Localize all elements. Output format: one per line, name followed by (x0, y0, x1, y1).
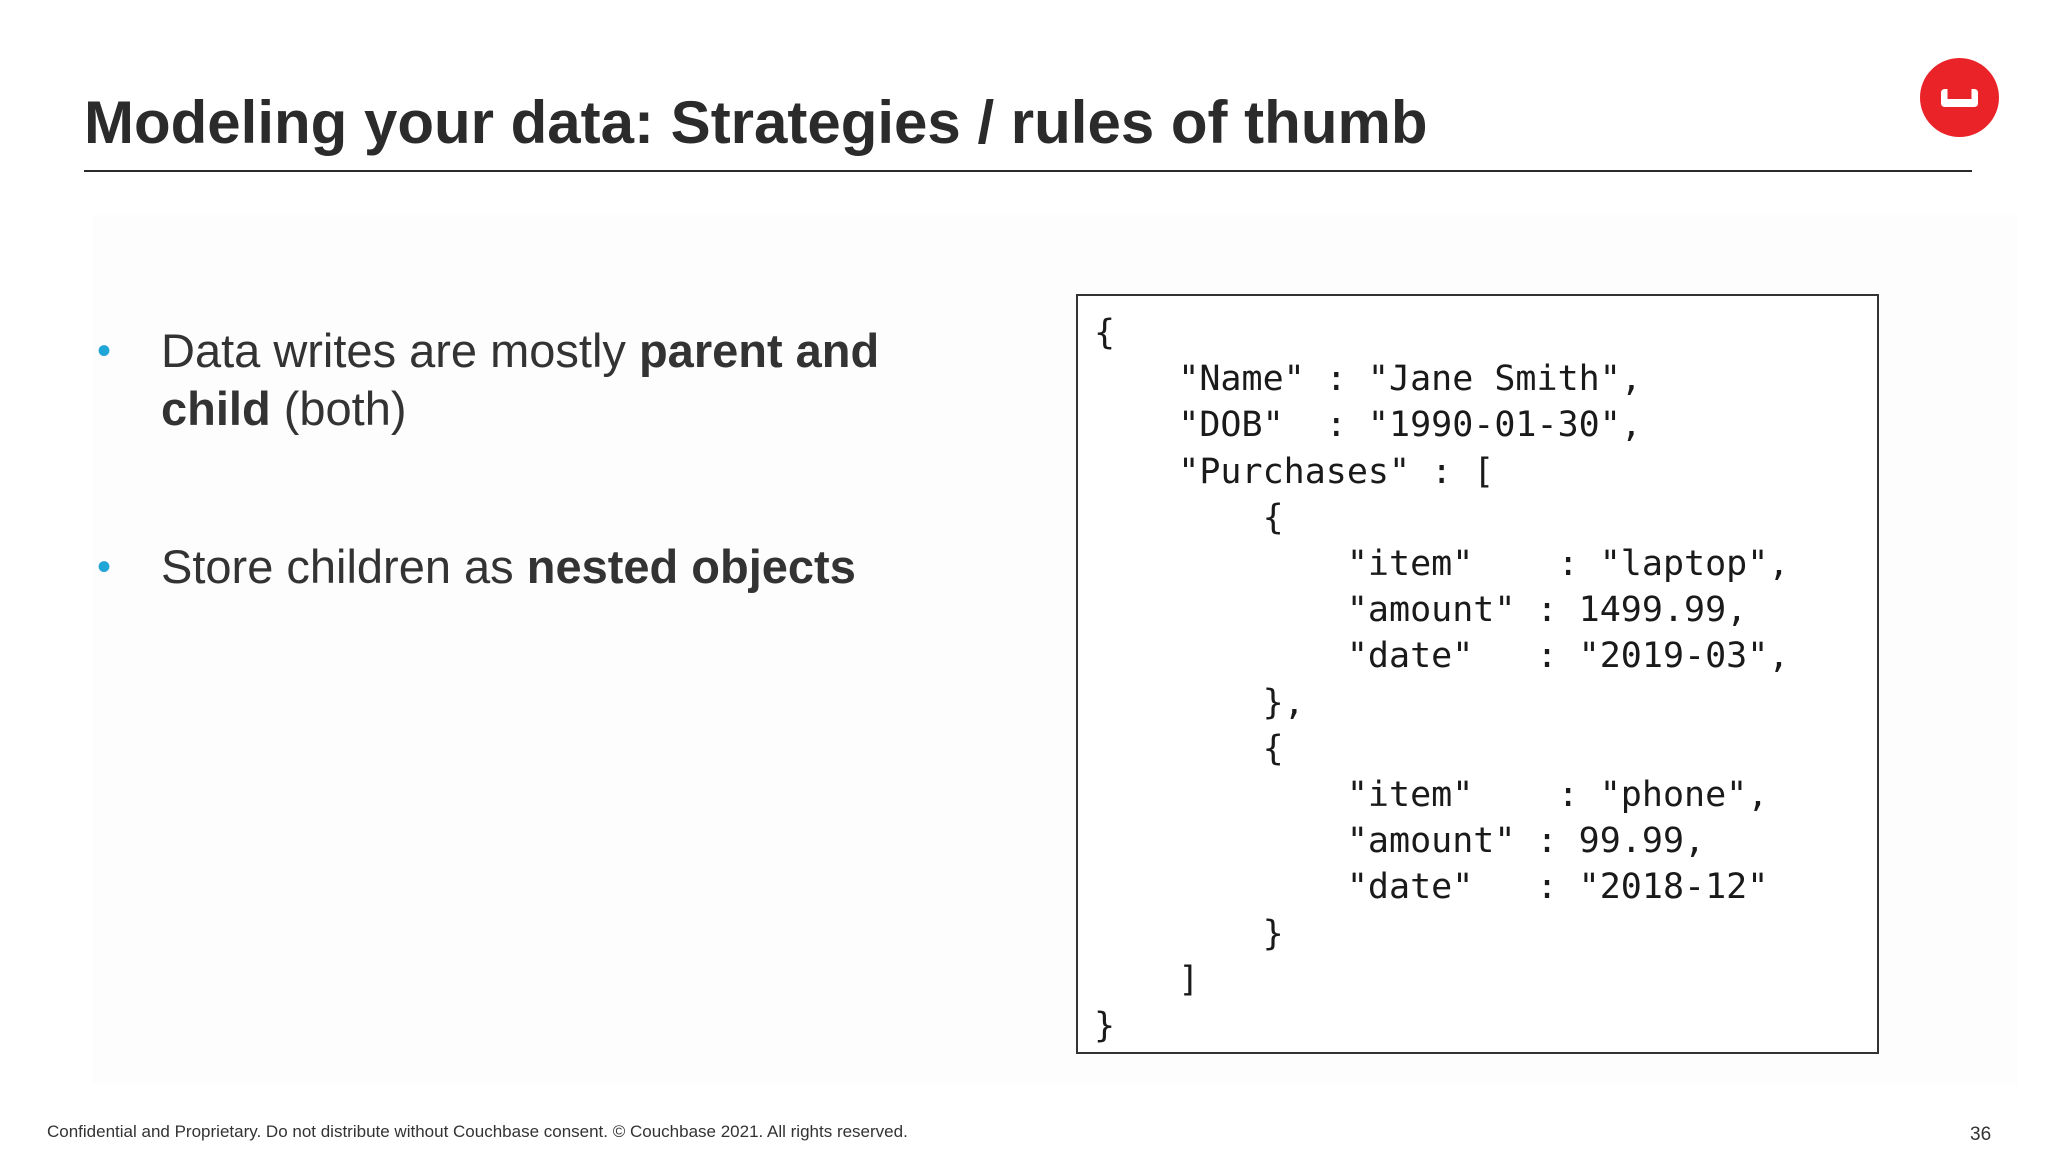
page-number: 36 (1970, 1124, 1992, 1145)
bullet-item-nested-objects (97, 538, 977, 596)
couchbase-logo-glyph (1920, 58, 1999, 137)
bullet-text-bold: parent and child (161, 324, 880, 435)
title-divider (84, 170, 1972, 172)
bullet-marker: • (97, 545, 112, 589)
json-example-box (1076, 294, 1879, 1054)
bullet-text: (both) (270, 382, 407, 435)
slide-title: Modeling your data: Strategies / rules of thumb (84, 89, 1428, 156)
couchbase-logo-icon (1920, 58, 1999, 137)
json-code-sample: { "Name" : "Jane Smith", "DOB" : "1990-01-30", "Purchases" : [ { "item" : "laptop", "amount" : 1499.99, "date" : "2019-03", }, { "item" : "phone", "amount" : 99.99, "date" : "2018-12" } ] } (1094, 313, 1790, 1047)
bullet-text-bold: nested objects (526, 540, 856, 593)
bullet-text: Store children as (161, 540, 527, 593)
bullet-marker: • (97, 329, 112, 373)
bullet-list (97, 322, 977, 596)
bullet-text: Data writes are mostly (161, 324, 639, 377)
bullet-item-parent-child (97, 322, 977, 438)
footer-disclaimer: Confidential and Proprietary. Do not distribute without Couchbase consent. © Couchbase 2021. All rights reserved. (47, 1122, 908, 1141)
